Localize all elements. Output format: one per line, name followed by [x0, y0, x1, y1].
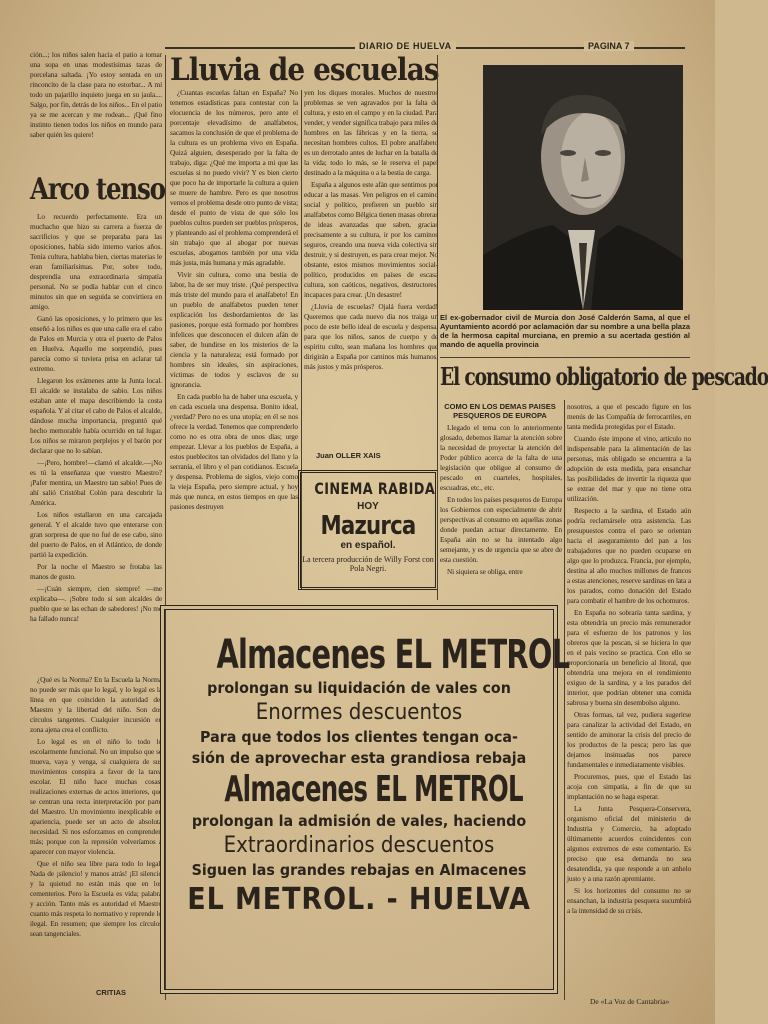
- paragraph: En todos los países pesqueros de Europa los Gobiernos con especialmente de abrir perspectivas al consumo en aquellas zonas donde puedan actuar directamente. En España aún no se ha intentado algo semejante, y es de urgencia que se abre de esta cuestión.: [440, 495, 562, 564]
- lluvia-column-b: [304, 88, 438, 440]
- article-source: De «La Voz de Cantabria»: [590, 997, 670, 1006]
- paragraph: Ni siquiera se obliga, entre: [447, 567, 523, 576]
- page-number: PAGINA 7: [584, 41, 634, 51]
- advert-line: prolongan su liquidación de vales con: [207, 679, 511, 697]
- intro-paragraph: ción...; los niños salen hacia el patio a tomar una sopa en unas modestísimas tazas de porcelana saltada. ¡Yo estoy sentada en un rinconcito de la clase para no estorbar... A mí todo un pajarillo inquieto juega en su jaula.... Salgo, por fin, detrás de los niños... En el patio ya se me acercan y me rodean... ¡Qué fino instinto tienen todos los niños en mundo para saber quién les quiere!: [30, 50, 162, 139]
- section-rule: [440, 357, 690, 358]
- paragraph: —¡Pero, hombre!—clamó el alcalde.—¡No es tú la enseñanza que vuestro Maestro? ¡Pafer mentira, un Maestro tan sabio! Pues de ahí salió Cristóbal Colón para descubrir la América.: [30, 458, 162, 507]
- paragraph: España a algunos este afán que sentimos por educar a las masas. Ven peligros en el camino social y político, prefieren un pueblo sin analfabetos como Bélgica tienen masas obreras de ideas avanzadas que saben, gracias precisamente a su cultura, ir por los caminos seguros, creando una nueva vida colectiva sin destruir, y si destruyen, es para crear mejor. No obstante, estos mismos movimientos social-político, producidos en países de escasa cultura, son caóticos, negativos, destructores, incapaces para crear. ¡Un desastre!: [304, 180, 438, 299]
- advert-line: sión de aprovechar esta grandiosa rebaja: [191, 749, 527, 767]
- paragraph: Respecto a la sardina, el Estado aún podría reclamársele otra asistencia. Las presupuestos contra el paro se orientan hacia el aseguramiento del pan a los trabajadores que no pueden ocuparse en algo que lo produzca. Francia, por ejemplo, destina al año muchos millones de francos a estas atenciones, reserve sardinas en lata a los parados, como donación del Estado para combatir el hambre de los ochomuros.: [567, 506, 691, 605]
- paragraph: nosotros, a que el pescado figure en los menús de las Compañía de ferrocarriles, en tanta medida protegidas por el Estado.: [567, 402, 691, 431]
- consumo-column-c: [567, 608, 691, 1008]
- paragraph: ¿Cuantas escuelas faltan en España? No tenemos estadísticas para contestar con la elocuencia de los números, pero ante el porcentaje elevadísimo de analfabetos, sacamos la conclusión de que el problema de la cultura es un problema vivo en España. Quizá alguien, desesperado por la falta de trabajo, diga: ¿Qué me importa a mi que las escuelas si no puedo vivir? Y es bien cierto que poco ha de importarle la cultura a quien se muere de hambre. Pero es que nosotros vemos el problema desde otro punto de vista; desde el punto de vista de que sólo los pueblos cultos pueden ser pueblos prósperos, y planteando así el problema comprenderá el sin trabajo que al abogar por nuevas escuelas, abogamos también por una vida más justa, más humana y más agradable.: [170, 88, 298, 267]
- photo-caption: El ex-gobernador civil de Murcia don José Calderón Sama, al que el Ayuntamiento acordó por aclamación dar su nombre a una bella plaza de la hermosa capital murciana, en premio a su acertada gestión al mando de aquella provincia: [440, 313, 690, 349]
- paragraph: yen los diques morales. Muchos de nuestros problemas se ven agravados por la falta de cultura, y esto en el campo y en la ciudad. Para vender, y vender significa trabajo para miles de hombres en las fábricas y en la tierra, se necesitan hombres cultos. El pobre analfabeto es un derrotado antes de luchar en la batalla de la vida; todo lo más, se le reserva el papel destinado a la máquina o a la bestia de carga.: [304, 88, 438, 177]
- paragraph: Si los horizontes del consumo no se ensanchan, la industria pesquera sucumbirá a la intensidad de su crisis.: [567, 886, 691, 915]
- paragraph: Los niños estallaron en una carcajada general. Y el alcalde tuvo que enterarse con gran sorpresa de que no fué de ese cabo, sino del puerto de Palos, en el Atlántico, de donde partió la expedición.: [30, 510, 162, 559]
- consumo-column-a: [440, 423, 562, 591]
- arco-tenso-headline: Arco tenso: [30, 172, 165, 207]
- norma-article: [30, 675, 162, 995]
- paragraph: Otras formas, tal vez, pudiera sugerirse para canalizar la actividad del Estado, en sentido de aminorar la crisis del precio de los productos de la pesca; pero las que dejamos insinuadas nos parece fundamentales e inmediatamente visibles.: [567, 710, 691, 769]
- film-credits: La tercera producción de Willy Forst con Pola Negri.: [302, 555, 434, 573]
- column-divider: [437, 55, 438, 600]
- paragraph: En cada pueblo ha de haber una escuela, y en cada escuela una despensa. Bonito ideal, ¿verdad? Pero no es una utopía; en él se nos ofrece la verdad. Tenemos que comprenderlo como no es otra obra de unos días; urge empezar. Llevar a los pueblos de España, a estos pueblecitos tan olvidados del llano y la serranía, el libro y el pan cotidianos. Escuela y despensa. Problema de siglos, viejo como la vieja España, pero siempre actual, y hoy más que nunca, en estos tiempos en que las pasiones destruyen: [170, 392, 298, 511]
- paragraph: —¡Cuán siempre, cien siempre! —me explicaba—. ¡Sobre todo si son alcaldes de pueblo que se las echan de sabedores! ¡No me ha fallado nunca!: [30, 584, 162, 623]
- arco-tenso-article: [30, 212, 162, 664]
- paragraph: La Junta Pesquera-Conservera, organismo oficial del ministerio de Industria y Comercio, ha adoptado últimamente acuerdos coincidentes con algunos extremos de este comentario. Es preciso que esa demanda no sea desatendida, ya que responde a un anhelo justo y a una razón apremiante.: [567, 804, 691, 883]
- consumo-column-b: [567, 402, 691, 605]
- paragraph: Por la noche el Maestro se frotaba las manos de gusto.: [30, 562, 162, 581]
- advert-line: prolongan la admisión de vales, haciendo: [191, 812, 527, 830]
- advert-line: Enormes descuentos: [255, 700, 463, 725]
- paragraph: Que el niño sea libre para todo lo legal. Nada de ¡silencio! y manos atrás! ¡El silencio y la quietud no están más que en los cementerios. Pero la Escuela es vida; palabra y acción. Tanto más es autoridad el Maestro cuanto más respeta lo normativo y reprende lo ilegal. En resumen; que siempre los círculos sean tangenciales.: [30, 859, 162, 938]
- article-signature: Juan OLLER XAIS: [316, 451, 381, 460]
- film-language: en español.: [340, 540, 396, 551]
- article-signature: CRITIAS: [96, 988, 126, 997]
- lluvia-column-a: [170, 88, 298, 588]
- column-intro: [30, 50, 162, 162]
- consumo-headline: El consumo obligatorio de pescado: [440, 362, 768, 391]
- paragraph: Cuando éste impone el vino, artículo no indispensable para la alimentación de las personas, más obligado se encuentra a la adopción de esta medida, para ensanchar las posibilidades de invertir la riqueza que se extrae del mar y que no tiene otra utilización.: [567, 434, 691, 503]
- lluvia-headline: Lluvia de escuelas: [170, 52, 439, 88]
- advert-line: Almacenes EL METROL: [216, 632, 570, 678]
- paragraph: Llegado el tema con lo anteriormente glosado, debemos llamar la atención sobre la necesidad de proyectar la atención del Poder público acerca de la falta de una legislación que obligue al consumo de pescado en cuarteles, hospitales, escuadras, etc., etc.: [440, 423, 562, 492]
- paragraph: En España no sobraría tanta sardina, y esta obtendría un precio más remunerador para el esfuerzo de los patronos y los obreros que la pescan, si se hiciera lo que en el país vecino se practica. Con ello se proporcionaría un beneficio al litoral, que obtendría una mejora en el rendimiento exiguo de la sardina, y a los parados del interior, que podrían obtener una comida sabrosa y buena sin desembolso alguno.: [567, 608, 691, 707]
- cinema-today: HOY: [357, 501, 379, 512]
- film-title: Mazurca: [320, 511, 416, 541]
- portrait-photo: [483, 65, 683, 310]
- advert-line: Siguen las grandes rebajas en Almacenes: [191, 861, 527, 879]
- paragraph: Lo legal es en el niño lo todo lo escolarmente funcional. No un impulso que se mueva, vaya y venga, si cualquiera de sus movimientos conspira a favor de la tarea escolar. El niño hace muchas cosas, realizaciones externas de actos interiores, que se centran una recta interpretación por parte del Maestro. Un movimiento inexplicable en apariencia, puede ser un acto de absoluta necesidad. Si nos esforzamos en comprender, más; porque con la represión volveríamos a aparecer con mayor violencia.: [30, 737, 162, 856]
- portrait-image: [483, 65, 683, 310]
- paragraph: ¿Qué es la Norma? En la Escuela la Norma no puede ser más que lo legal, y lo legal es la línea en que coinciden la autoridad del Maestro y la libertad del niño. Son dos círculos tangentes. Cualquier incursión en zona ajena crea el conflicto.: [30, 675, 162, 734]
- paragraph: Lo recuerdo perfectamente. Era un muchacho que hizo su carrera a fuerza de sacrificios y que se preparaba para las oposiciones, había sido interno varios años. Tenía cultura, hablaba bien, ciertas materias le eran familiarísimas. Por, sobre todo, desprendía una extraordinaria simpatía personal. No se podía hablar con el cinco minutos sin que en seguida se convirtiera en amigo.: [30, 212, 162, 311]
- advert-line: Extraordinarios descuentos: [223, 833, 495, 858]
- paragraph: Ganó las oposiciones, y lo primero que les enseñó a los niños es que una calle era el cabo de Palos en Murcia y otra el puerto de Palos en Huelva. Aquello me sorprendió, pues parecía como si tuviera prisa en aclarar tal extremo.: [30, 314, 162, 373]
- advert-line: EL METROL. - HUELVA: [187, 882, 531, 917]
- consumo-subheadline: COMO EN LOS DEMAS PAISES PESQUEROS DE EUROPA: [444, 402, 556, 420]
- paragraph: Llegaron los exámenes ante la Junta local. El alcalde se instalaba de sabio. Los niños estaban ante el mapa describiendo la costa española. Y al citar el cabo de Palos el alcalde, dándose mucha importancia, preguntó qué hecho memorable había ocurrido en tal lugar. Los niños se miraron perplejos y el barón por declarar que no lo sabían.: [30, 376, 162, 455]
- paragraph: ¿Lluvia de escuelas? Ojalá fuera verdad! Queremos que cada nuevo día nos traiga un poco de este bello ideal de escuela y despensa, para que los niños, sanos de cuerpo y de espíritu culto, sean mañana los hombres que dirigirán a España por caminos más humanos, más justos y más prósperos.: [304, 302, 438, 371]
- metrol-advert: [160, 605, 570, 994]
- advert-line: Almacenes EL METROL: [224, 769, 523, 810]
- newspaper-name: DIARIO DE HUELVA: [355, 41, 456, 51]
- cinema-name: CINEMA RABIDA: [314, 479, 436, 498]
- advert-line: Para que todos los clientes tengan oca-: [200, 728, 518, 746]
- cinema-advert: [298, 470, 438, 590]
- paragraph: Procuremos, pues, que el Estado las acoja con simpatía, a fin de que su implantación no se haga esperar.: [567, 772, 691, 801]
- column-divider: [564, 400, 565, 1000]
- paragraph: Vivir sin cultura, como una bestia de labor, ha de ser muy triste. ¡Qué perspectiva más triste del mundo para el analfabeto! En un pueblo de analfabetos pueden tener explicación los desbordamientos de las pasiones, porque está formado por hombres infelices que desconocen el dulcen afán de saber, de hundirse en los misterios de la ciencia y la naturaleza; está formado por hombres sin ideales, sin aspiraciones, víctimas de todos y esclavos de su ignorancia.: [170, 270, 298, 389]
